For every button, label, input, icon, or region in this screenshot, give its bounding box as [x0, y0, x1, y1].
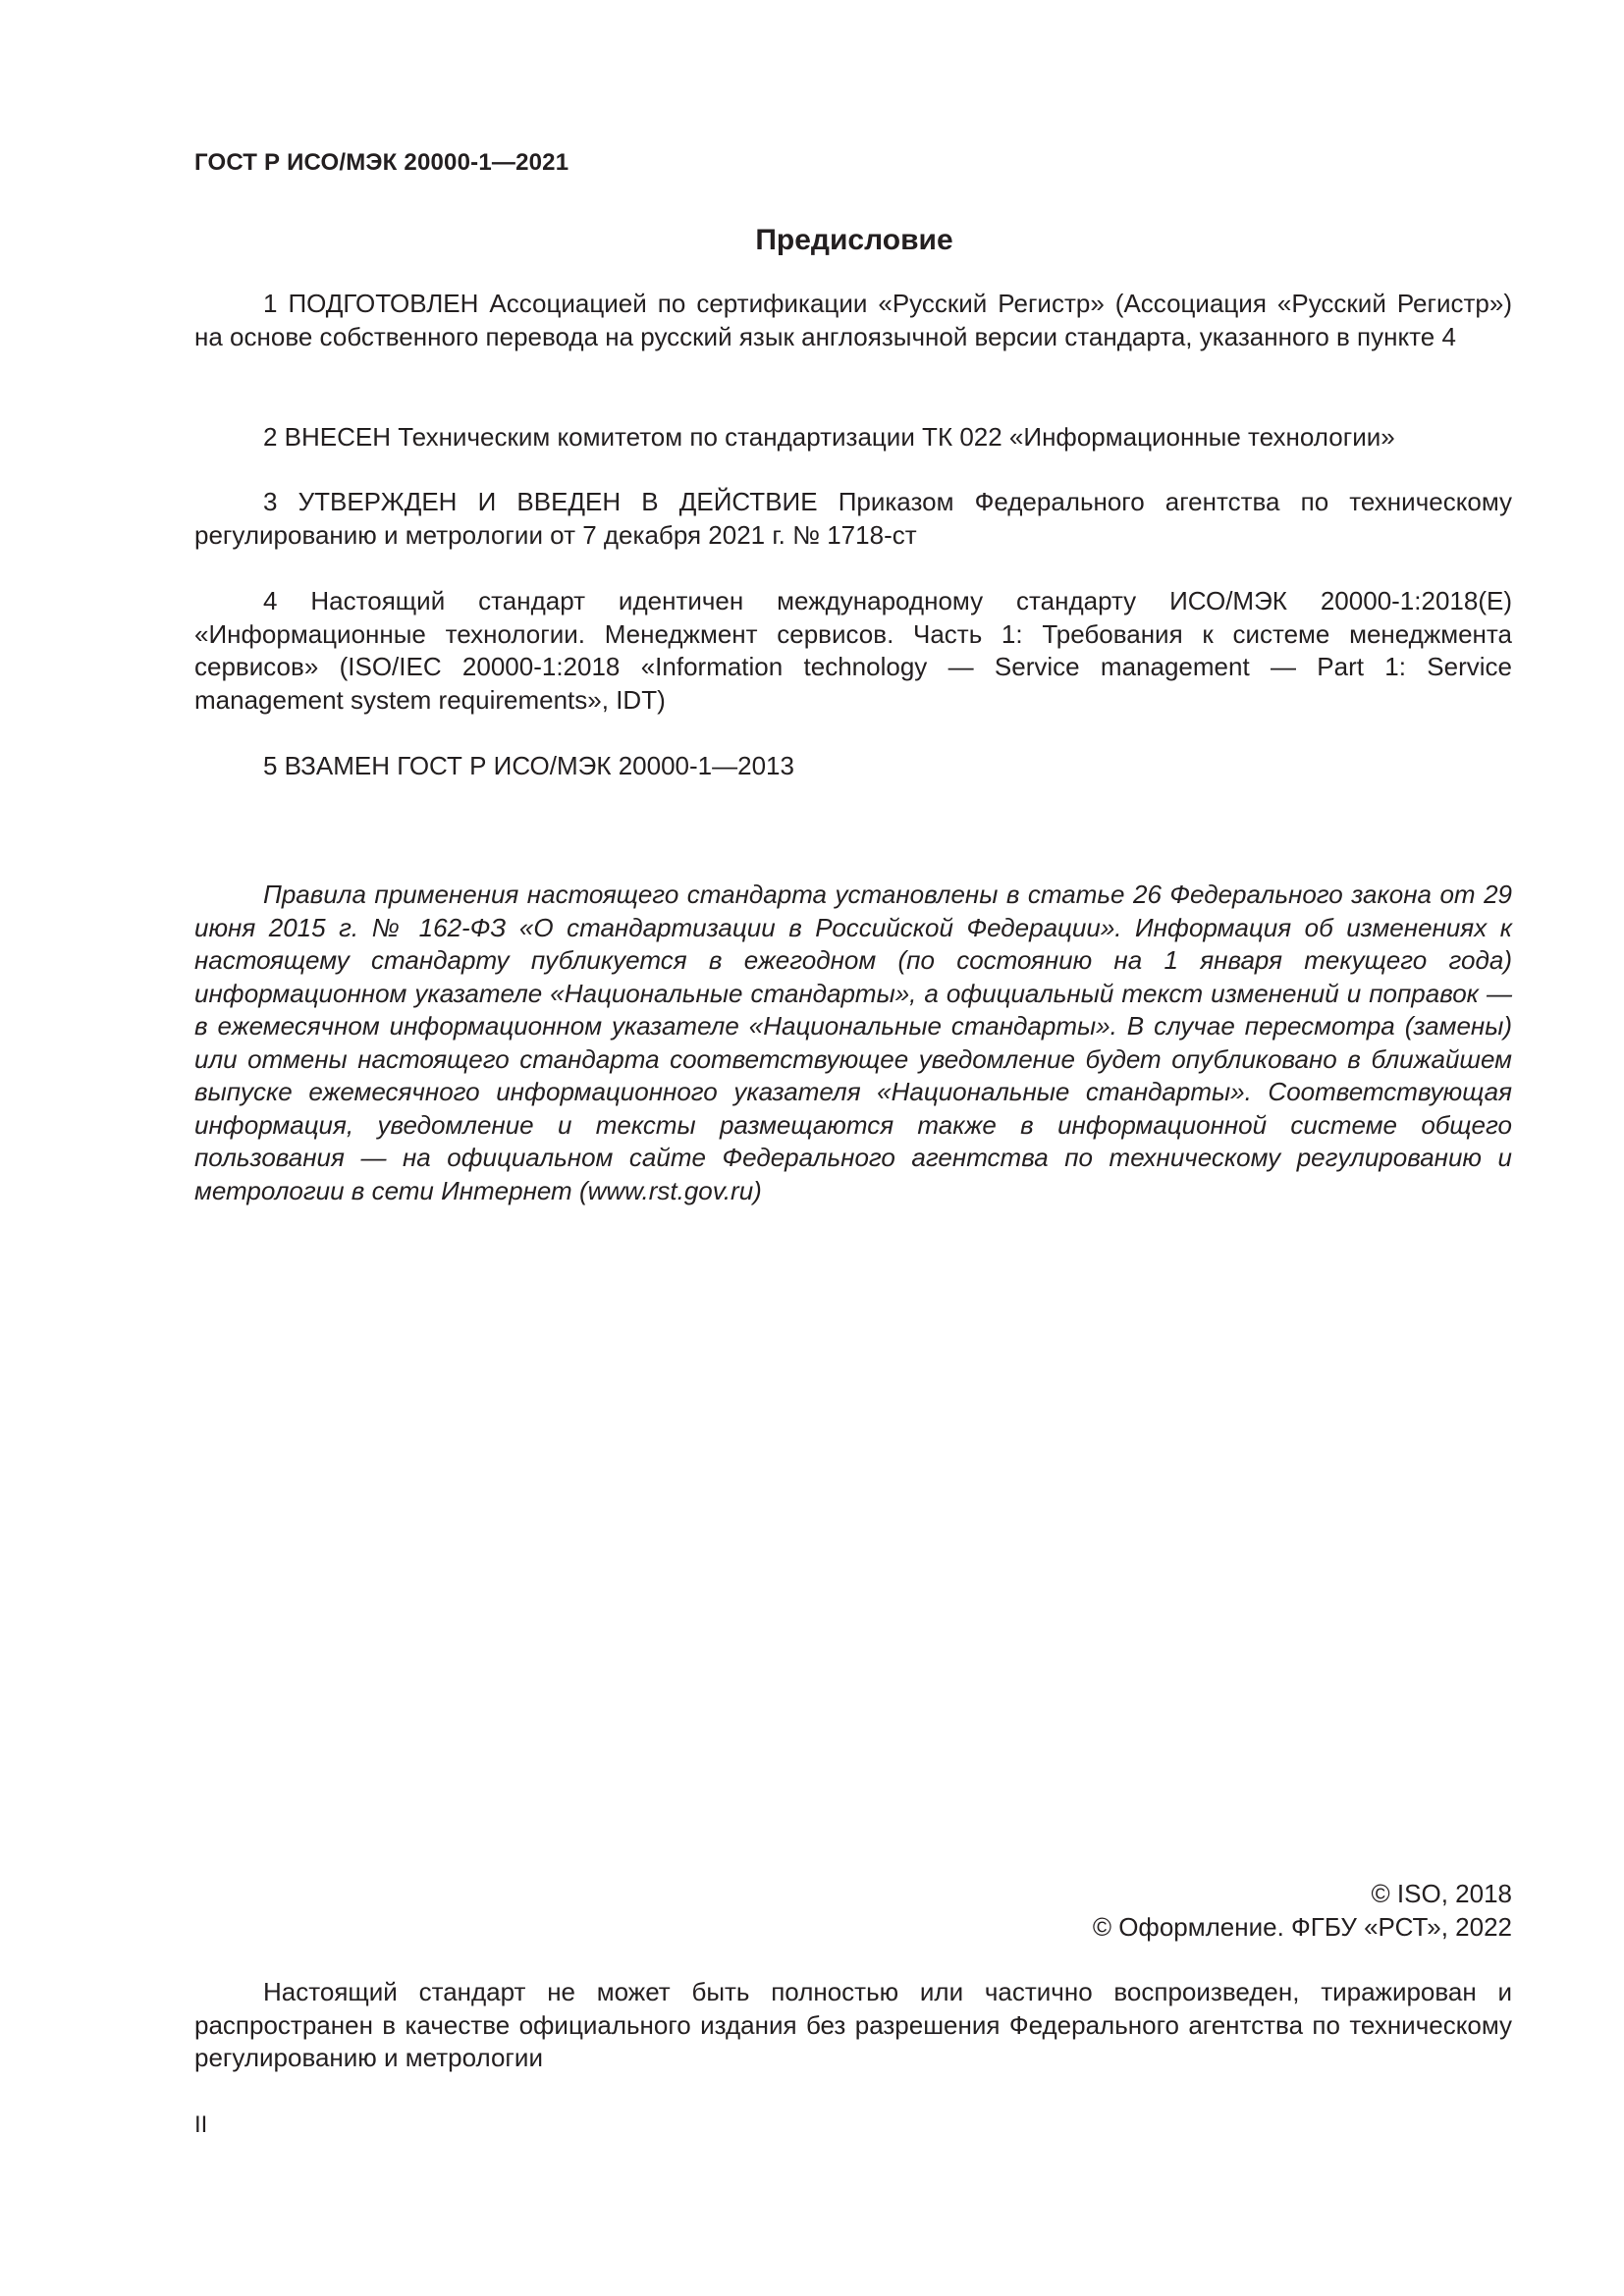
preface-item-5: 5 ВЗАМЕН ГОСТ Р ИСО/МЭК 20000-1—2013 — [263, 751, 794, 780]
standard-designation: ГОСТ Р ИСО/МЭК 20000-1—2021 — [194, 149, 569, 176]
preface-item-2: 2 ВНЕСЕН Техническим комитетом по стандартизации ТК 022 «Информационные технологии» — [263, 422, 1395, 452]
page-number: II — [194, 2111, 208, 2138]
copyright-block — [1093, 1877, 1512, 1944]
preface-title: Предисловие — [755, 224, 953, 256]
preface-item-4: 4 Настоящий стандарт идентичен международному стандарту ИСО/МЭК 20000-1:2018(E) «Информационные технологии. Менеджмент сервисов. Часть 1: Требования к системе менеджмента сервисов» (ISO/IEC 20000-1:2018 «Information technology — Service management — Part 1: Service management system requirements», IDT) — [194, 586, 1512, 715]
application-rules-paragraph: Правила применения настоящего стандарта установлены в статье 26 Федерального закона от 29 июня 2015 г. № 162-ФЗ «О стандартизации в Российской Федерации». Информация об изменениях к настоящему стандарту публикуется в ежегодном (по состоянию на 1 января текущего года) информационном указателе «Национальные стандарты», а официальный текст изменений и поправок — в ежемесячном информационном указателе «Национальные стандарты». В случае пересмотра (замены) или отмены настоящего стандарта соответствующее уведомление будет опубликовано в ближайшем выпуске ежемесячного информационного указателя «Национальные стандарты». Соответствующая информация, уведомление и тексты размещаются также в информационной системе общего пользования — на официальном сайте Федерального агентства по техническому регулированию и метрологии в сети Интернет (www.rst.gov.ru) — [194, 880, 1512, 1205]
copyright-design: © Оформление. ФГБУ «РСТ», 2022 — [1092, 1912, 1512, 1942]
preface-item-3: 3 УТВЕРЖДЕН И ВВЕДЕН В ДЕЙСТВИЕ Приказом Федерального агентства по техническому регулированию и метрологии от 7 декабря 2021 г. № 1718-ст — [194, 487, 1512, 550]
copyright-iso: © ISO, 2018 — [1371, 1879, 1512, 1908]
reproduction-notice: Настоящий стандарт не может быть полностью или частично воспроизведен, тиражирован и распространен в качестве официального издания без разрешения Федерального агентства по техническому регулированию и метрологии — [194, 1977, 1512, 2072]
preface-item-1: 1 ПОДГОТОВЛЕН Ассоциацией по сертификации «Русский Регистр» (Ассоциация «Русский Регистр») на основе собственного перевода на русский язык англоязычной версии стандарта, указанного в пункте 4 — [194, 289, 1512, 351]
